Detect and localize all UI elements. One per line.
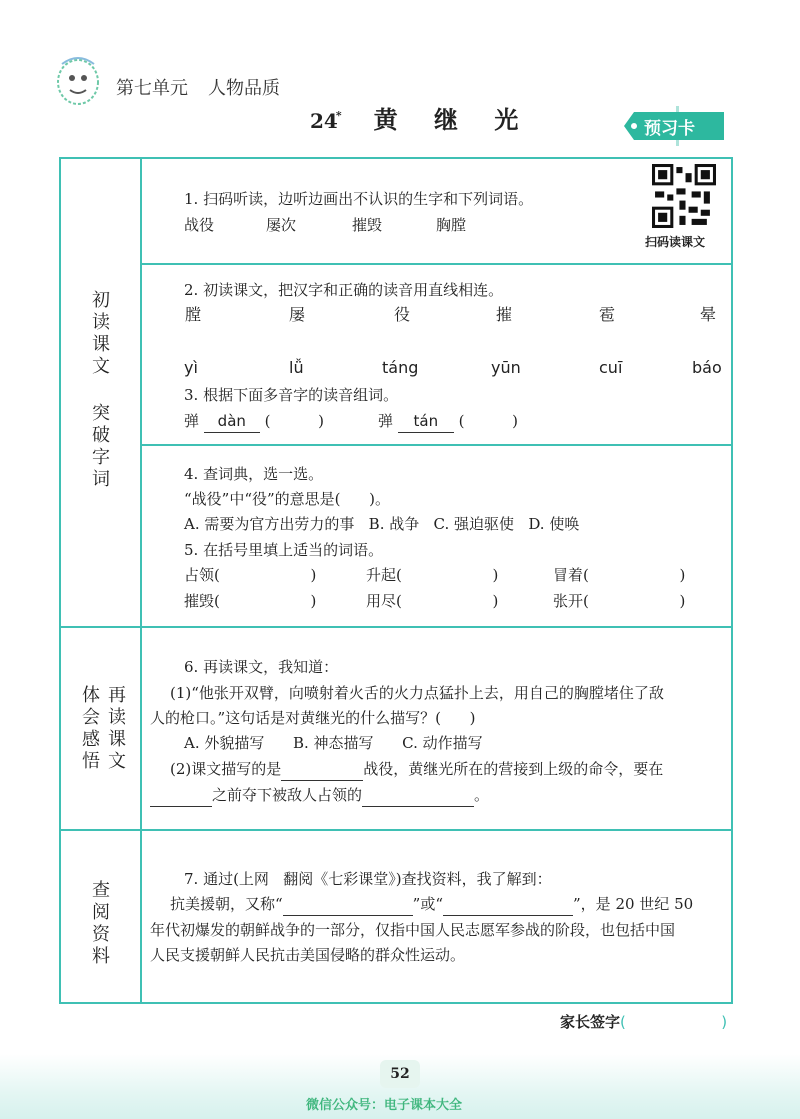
q5-blank[interactable]: 摧毁( ): [184, 592, 317, 610]
preview-card-tag: [624, 106, 736, 146]
section-label-text: 查阅资料: [89, 880, 110, 968]
q4-options: A. 需要为官方出劳力的事 B. 战争 C. 强迫驱使 D. 使唤: [184, 515, 580, 533]
section-label-research: [86, 880, 112, 980]
q7-blank[interactable]: [443, 893, 573, 916]
lesson-title-text: 黄 继 光: [373, 105, 533, 134]
q1-prompt: 1. 扫码听读，边听边画出不认识的生字和下列词语。: [184, 190, 534, 208]
q6-text: 。: [474, 786, 490, 804]
q4-prompt: 4. 查词典，选一选。: [184, 465, 324, 483]
q6-text: 战役，黄继光所在的营接到上级的命令，要在: [363, 760, 664, 778]
lesson-mark: *: [335, 109, 356, 122]
q7-text: ”或“: [412, 895, 444, 913]
section-divider: [59, 829, 733, 831]
section-label-text: 再读课文 体会感悟: [79, 685, 126, 773]
section-label-second-reading: [76, 685, 128, 785]
row-divider: [140, 444, 733, 446]
q1-word: 胸膛: [436, 216, 467, 234]
q7-fill-line: [170, 893, 693, 916]
q3-answer-paren[interactable]: ( ): [264, 412, 324, 430]
q2-pinyin: báo: [692, 358, 722, 377]
q3-answer-paren[interactable]: ( ): [458, 412, 518, 430]
q3-char: 弹: [184, 412, 200, 430]
q7-blank[interactable]: [283, 893, 413, 916]
q3-item: [378, 410, 518, 433]
q6-fill-line: [170, 758, 663, 781]
q6-blank[interactable]: [150, 784, 212, 807]
q2-pinyin: yūn: [491, 358, 521, 377]
signature-label: 家长签字: [560, 1013, 621, 1031]
unit-heading: [116, 74, 300, 100]
section-label-first-reading: [86, 290, 112, 500]
q6-paragraph: 人的枪口。”这句话是对黄继光的什么描写？( ): [150, 709, 476, 727]
q2-prompt: 2. 初读课文，把汉字和正确的读音用直线相连。: [184, 281, 504, 299]
q3-item: [184, 410, 324, 433]
q2-char: 雹: [599, 305, 616, 324]
lesson-title: [310, 100, 532, 135]
unit-theme: 人物品质: [208, 78, 280, 99]
q6-text: 之前夺下被敌人占领的: [212, 786, 363, 804]
q5-blank[interactable]: 升起( ): [366, 566, 499, 584]
q2-pinyin: cuī: [599, 358, 623, 377]
q3-prompt: 3. 根据下面多音字的读音组词。: [184, 386, 399, 404]
q1-word: 战役: [184, 216, 215, 234]
q6-paragraph: (1)“他张开双臂，向喷射着火舌的火力点猛扑上去，用自己的胸膛堵住了敌: [170, 684, 664, 702]
q2-pinyin: lǚ: [289, 358, 304, 377]
q5-prompt: 5. 在括号里填上适当的词语。: [184, 541, 384, 559]
q2-char: 摧: [496, 305, 513, 324]
q7-paragraph: 人民支援朝鲜人民抗击美国侵略的群众性运动。: [150, 946, 466, 964]
page-number: 52: [380, 1060, 420, 1088]
q6-blank[interactable]: [281, 758, 363, 781]
q2-pinyin: táng: [382, 358, 419, 377]
q5-blank[interactable]: 占领( ): [184, 566, 317, 584]
q2-pinyin: yì: [184, 358, 198, 377]
q1-word: 屡次: [266, 216, 297, 234]
q7-text: 抗美援朝，又称“: [170, 895, 283, 913]
signature-field[interactable]: ( ): [620, 1013, 728, 1031]
q7-text: ”，是 20 世纪 50: [573, 895, 694, 913]
qr-caption: 扫码读课文: [645, 235, 706, 249]
lesson-number: 24: [310, 109, 338, 133]
q3-pinyin: dàn: [204, 410, 260, 433]
q6-blank[interactable]: [362, 784, 474, 807]
q4-question: “战役”中“役”的意思是( )。: [184, 490, 390, 508]
q5-blank[interactable]: 冒着( ): [553, 566, 686, 584]
q5-blank[interactable]: 用尽( ): [366, 592, 499, 610]
q6-options: A. 外貌描写 B. 神态描写 C. 动作描写: [184, 734, 483, 752]
section-label-text: 初读课文 突破字词: [89, 290, 110, 491]
wechat-watermark: 微信公众号：电子课本大全: [306, 1098, 463, 1113]
qr-code[interactable]: [652, 164, 716, 228]
q1-word: 摧毁: [352, 216, 383, 234]
row-divider: [140, 263, 733, 265]
q2-char: 晕: [700, 305, 717, 324]
q6-text: (2)课文描写的是: [170, 760, 282, 778]
q2-char: 膛: [185, 305, 202, 324]
q3-pinyin: tán: [398, 410, 454, 433]
label-column-divider: [140, 157, 142, 1004]
q2-char: 役: [394, 305, 411, 324]
q3-char: 弹: [378, 412, 394, 430]
unit-mascot-logo: [52, 52, 104, 110]
tag-label: 预习卡: [644, 119, 695, 139]
section-divider: [59, 626, 733, 628]
q6-prompt: 6. 再读课文，我知道：: [184, 658, 339, 676]
q7-paragraph: 年代初爆发的朝鲜战争的一部分，仅指中国人民志愿军参战的阶段，也包括中国: [150, 921, 676, 939]
parent-signature: [560, 1011, 727, 1033]
q2-char: 屡: [289, 305, 306, 324]
unit-label: 第七单元: [116, 78, 188, 99]
q5-blank[interactable]: 张开( ): [553, 592, 686, 610]
q7-prompt: 7. 通过(上网 翻阅《七彩课堂》)查找资料，我了解到：: [184, 870, 552, 888]
q6-fill-line: [150, 784, 489, 807]
